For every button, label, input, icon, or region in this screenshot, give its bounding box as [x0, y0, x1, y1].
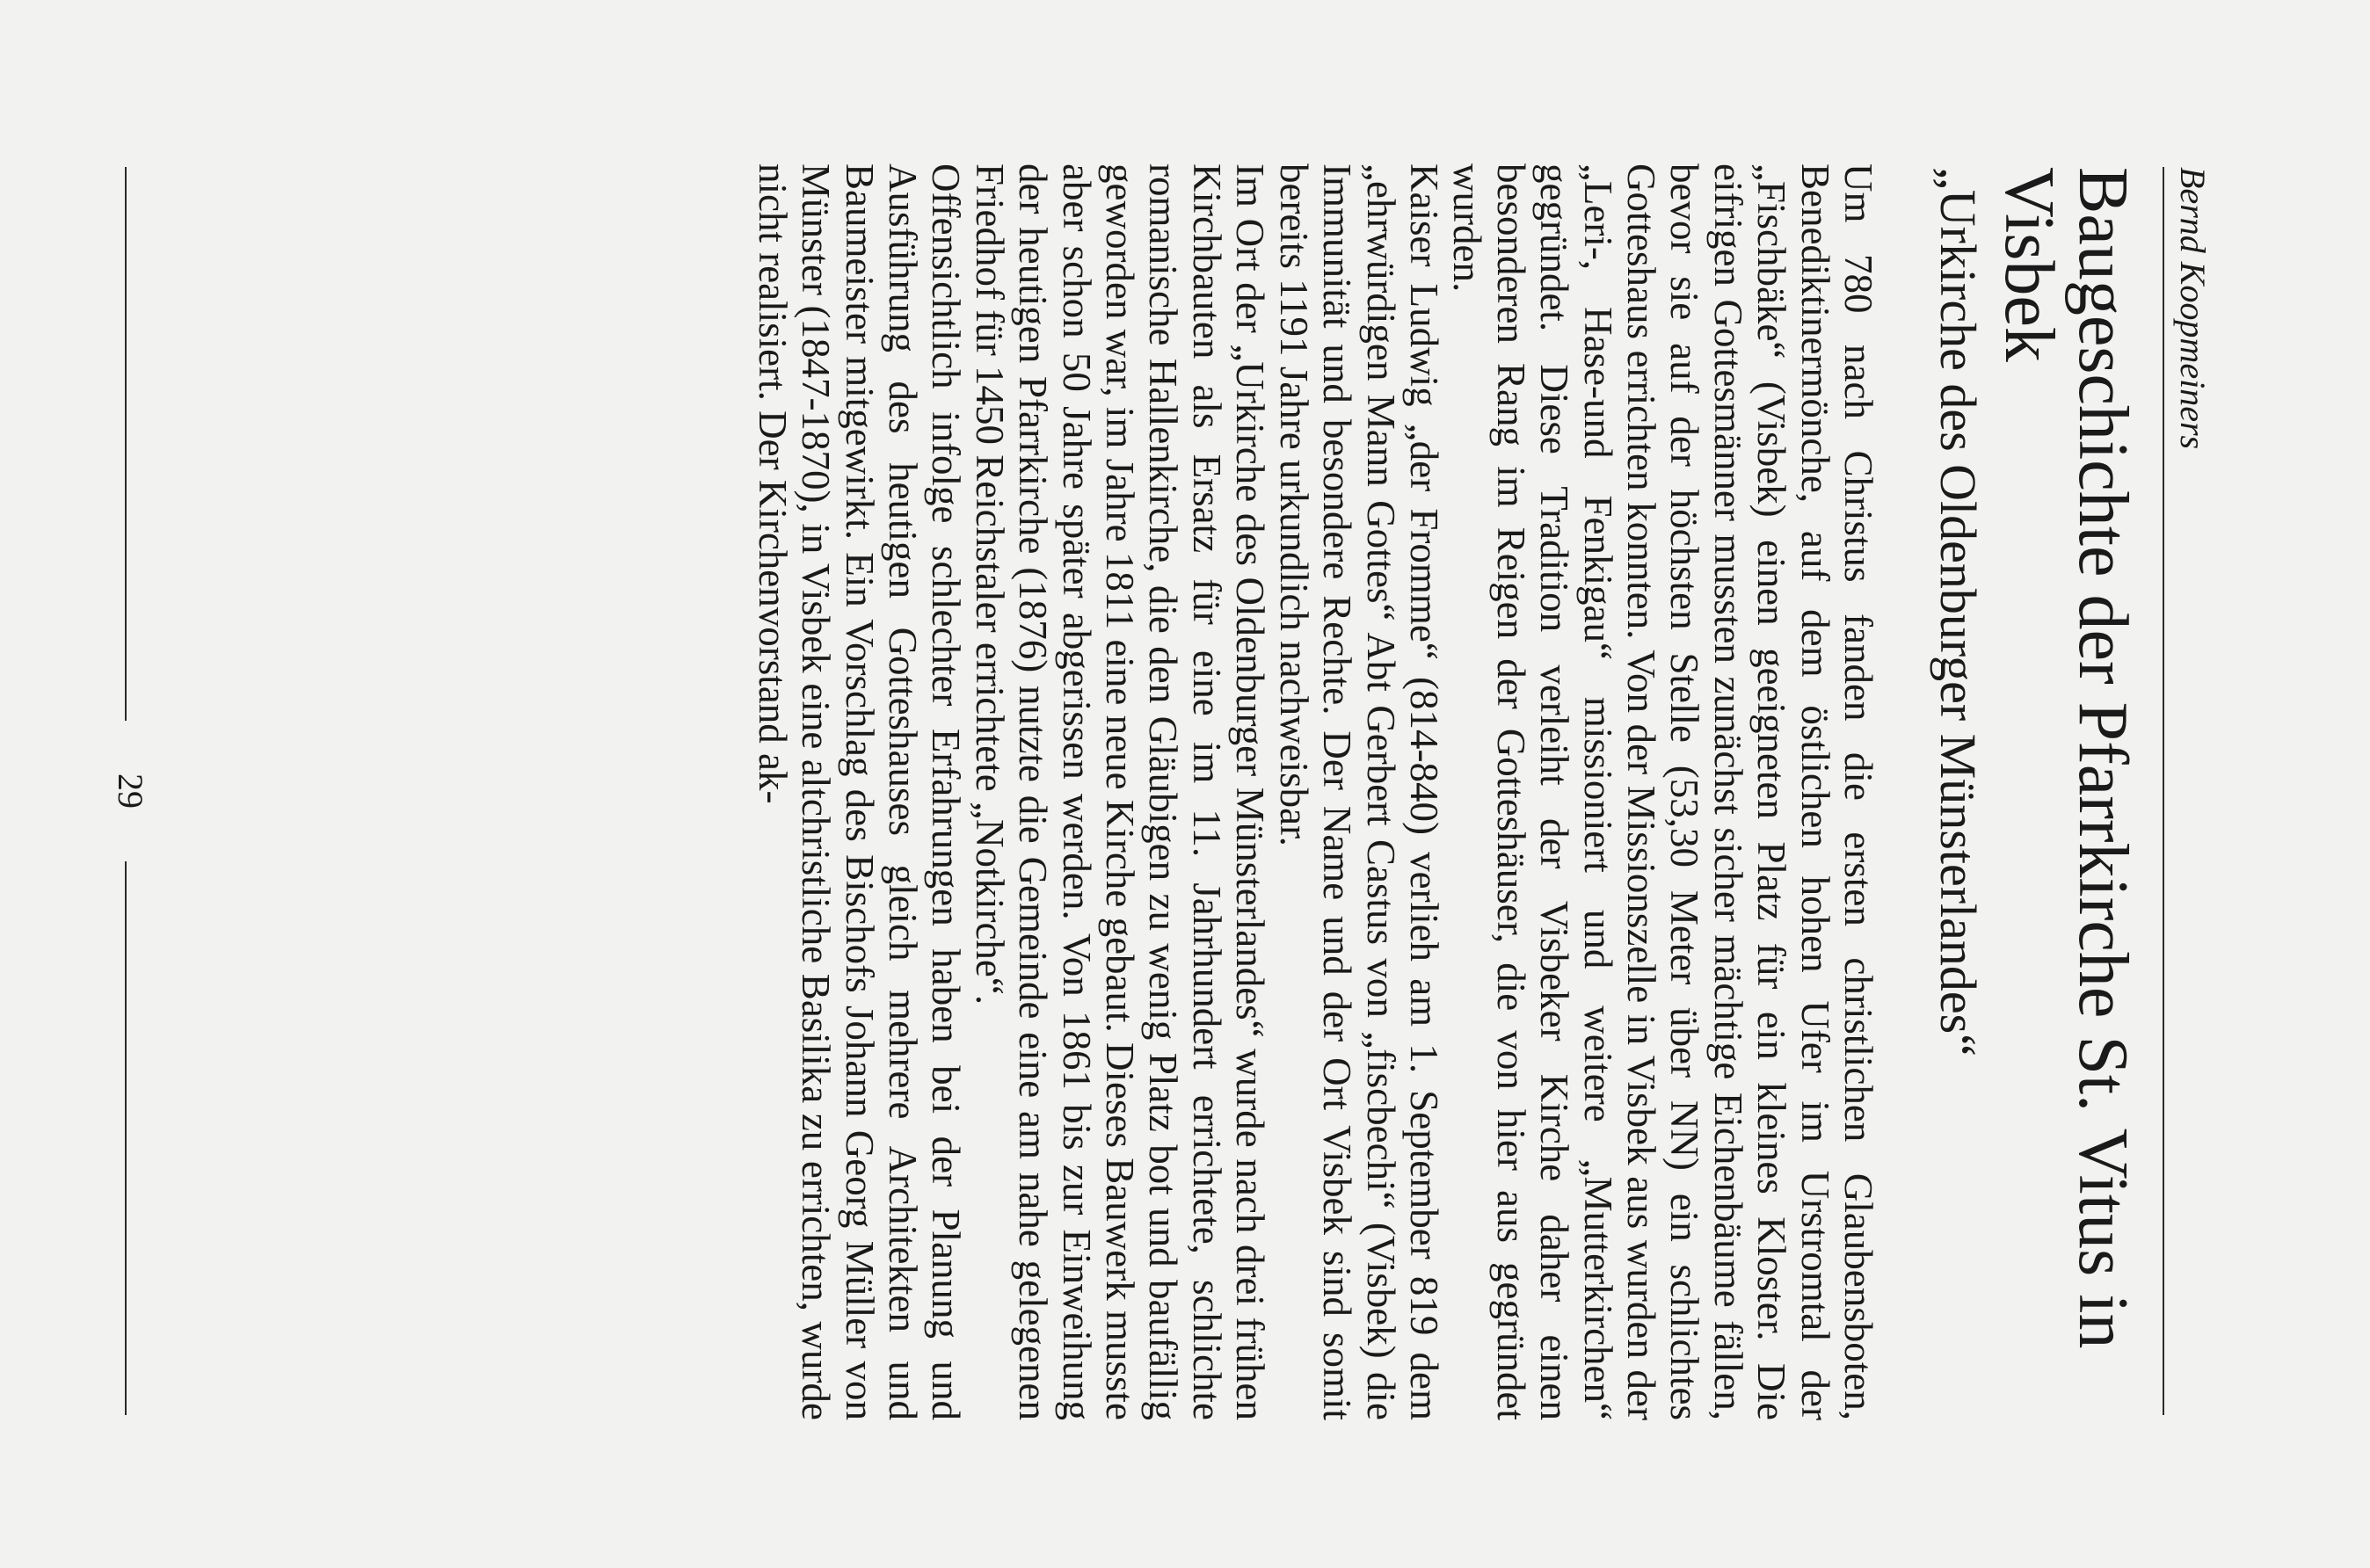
header-rule	[2163, 167, 2164, 1415]
author-name: Bernd Koopmeiners	[2173, 167, 2213, 450]
footer-rule-right	[125, 861, 127, 1415]
paragraph-1: Um 780 nach Christus fanden die ersten christlichen Glaubensboten, Benediktinermönche, auf dem östlichen hohen Ufer im Urstromtal der „Fischbäke“ (Visbek) einen geeigneten Platz für ein kleines Kloster. Die eifrigen Gottesmänner mussten zunächst sicher mächtige Eichenbäume fällen, bevor sie auf der höchsten Stelle (53,30 Meter über NN) ein schlichtes Gotteshaus errichten konnten. Von der Missionszelle in Visbek aus wurden der „Leri-, Hase-und Fenkigau“ missioniert und weitere „Mutterkirchen“ gegründet. Diese Tradition verleiht der Visbeker Kirche daher einen besonderen Rang im Reigen der Gotteshäuser, die von hier aus gegründet wurden.	[1445, 163, 1880, 1420]
paragraph-3: Im Ort der „Urkirche des Oldenburger Münsterlandes“ wurde nach drei frühen Kirchbauten als Ersatz für eine im 11. Jahrhundert errichtete, schlichte romanische Hallenkirche, die den Gläubigen zu wenig Platz bot und baufällig geworden war, im Jahre 1811 eine neue Kirche gebaut. Dieses Bauwerk musste aber schon 50 Jahre später abgerissen werden. Von 1861 bis zur Einweihung der heutigen Pfarrkirche (1876) nutzte die Gemeinde eine am nahe gelegenen Friedhof für 1450 Reichstaler errichtete „Notkirche“.	[967, 163, 1273, 1420]
article-title: Baugeschichte der Pfarrkirche St. Vitus in Visbek	[1990, 167, 2141, 1349]
page-number: 29	[111, 773, 150, 809]
footer-rule-left	[125, 167, 127, 721]
article-body	[750, 163, 1879, 1420]
paragraph-4: Offensichtlich infolge schlechter Erfahrungen haben bei der Planung und Ausführung des heutigen Gotteshauses gleich mehrere Architekten und Baumeister mitgewirkt. Ein Vorschlag des Bischofs Johann Georg Müller von Münster (1847-1870), in Visbek eine altchristliche Basilika zu errichten, wurde nicht realisiert. Der Kirchenvorstand ak-	[750, 163, 969, 1420]
paragraph-2: Kaiser Ludwig „der Fromme“ (814-840) verlieh am 1. September 819 dem „ehrwürdigen Mann Gottes“ Abt Gerbert Castus von „fiscbechi“ (Visbek) die Immunität und besondere Rechte. Der Name und der Ort Visbek sind somit bereits 1191 Jahre urkundlich nachweisbar.	[1271, 163, 1446, 1420]
article-subtitle: „Urkirche des Oldenburger Münsterlandes“	[1930, 167, 1987, 1056]
